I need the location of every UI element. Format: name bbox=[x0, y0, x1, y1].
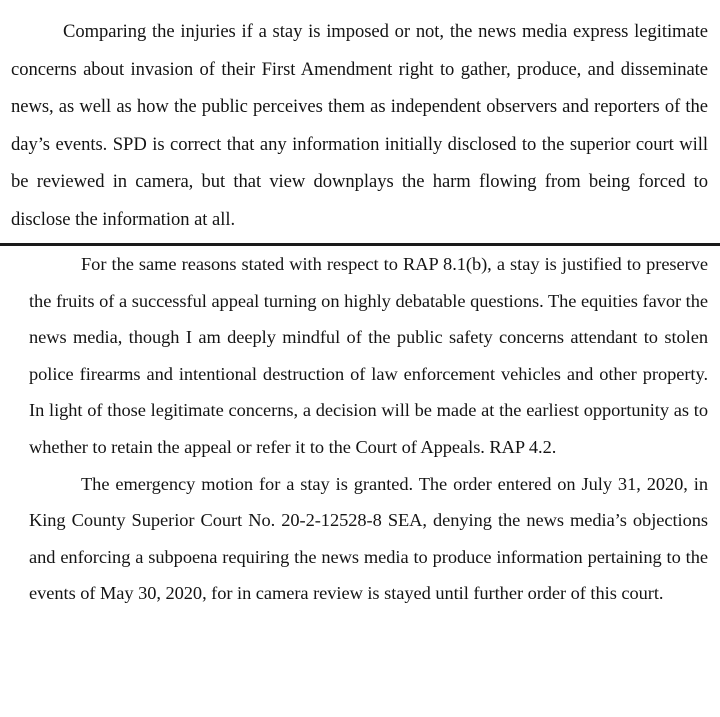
document-excerpt-bottom bbox=[0, 248, 720, 717]
document-excerpt-top bbox=[0, 0, 720, 244]
paragraph-motion-granted: The emergency motion for a stay is granted. The order entered on July 31, 2020, in King County Superior Court No. 20-2-12528-8 SEA, denying the news media’s objections and enforcing a subpoena requiring the news media to produce information pertaining to the events of May 30, 2020, for in camera review is stayed until further order of this court. bbox=[29, 473, 708, 604]
paragraph-stay-justified: For the same reasons stated with respect to RAP 8.1(b), a stay is justified to preserve the fruits of a successful appeal turning on highly debatable questions. The equities favor the news media, though I am deeply mindful of the public safety concerns attendant to stolen police firearms and intentional destruction of law enforcement vehicles and other property. In light of those legitimate concerns, a decision will be made at the earliest opportunity as to whether to retain the appeal or refer it to the Court of Appeals. RAP 4.2. bbox=[29, 254, 708, 457]
paragraph-injuries-comparison: Comparing the injuries if a stay is imposed or not, the news media express legitimate concerns about invasion of their First Amendment right to gather, produce, and disseminate news, as well as how the public perceives them as independent observers and reporters of the day’s events. SPD is correct that any information initially disclosed to the superior court will be reviewed in camera, but that view downplays the harm flowing from being forced to disclose the information at all. bbox=[11, 21, 708, 230]
